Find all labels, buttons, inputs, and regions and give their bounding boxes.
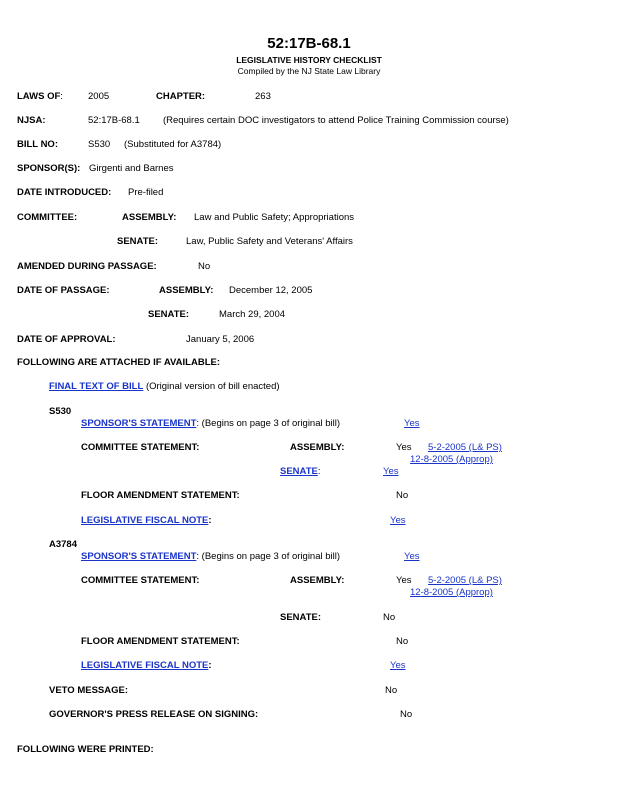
s530-fiscal-row — [81, 516, 212, 526]
s530-sponsor-statement-link[interactable]: SPONSOR'S STATEMENT — [81, 418, 197, 429]
s530-floor-amendment-label: FLOOR AMENDMENT STATEMENT: — [81, 490, 240, 501]
s530-fiscal-yes-link[interactable]: Yes — [390, 515, 406, 526]
a3784-fiscal-row — [81, 661, 212, 671]
a3784-sponsor-note: : (Begins on page 3 of original bill) — [196, 551, 341, 562]
s530-floor-amendment-value: No — [396, 490, 409, 501]
a3784-sponsor-row — [81, 552, 340, 562]
njsa-description: (Requires certain DOC investigators to attend Police Training Commission course) — [163, 115, 509, 126]
committee-assembly-label: ASSEMBLY: — [122, 212, 177, 223]
a3784-fiscal-colon: : — [208, 660, 212, 671]
press-release-value: No — [400, 709, 413, 720]
date-of-approval-label: DATE OF APPROVAL: — [17, 334, 116, 345]
final-text-note: (Original version of bill enacted) — [145, 381, 280, 392]
a3784-fiscal-note-link[interactable]: LEGISLATIVE FISCAL NOTE — [81, 660, 209, 671]
bill-no-value: S530 — [88, 139, 111, 150]
passage-assembly-value: December 12, 2005 — [229, 285, 313, 296]
njsa-value: 52:17B-68.1 — [88, 115, 140, 126]
amended-value: No — [198, 261, 211, 272]
s530-senate-link[interactable]: SENATE — [280, 466, 318, 477]
final-text-row — [49, 382, 280, 392]
a3784-assembly-value: Yes — [396, 575, 412, 586]
a3784-assembly-link-approp[interactable]: 12-8-2005 (Approp) — [410, 587, 493, 598]
attached-heading: FOLLOWING ARE ATTACHED IF AVAILABLE: — [17, 357, 220, 368]
s530-assembly-link-approp[interactable]: 12-8-2005 (Approp) — [410, 454, 493, 465]
s530-label: S530 — [49, 406, 72, 417]
laws-of-label: LAWS OF: — [17, 91, 63, 102]
date-introduced-label: DATE INTRODUCED: — [17, 187, 112, 198]
date-of-approval-value: January 5, 2006 — [186, 334, 255, 345]
chapter-label: CHAPTER: — [156, 91, 206, 102]
a3784-label: A3784 — [49, 539, 77, 550]
compiled-by: Compiled by the NJ State Law Library — [237, 66, 381, 76]
page-title: 52:17B-68.1 — [267, 35, 351, 52]
committee-assembly-value: Law and Public Safety; Appropriations — [194, 212, 355, 223]
printed-heading: FOLLOWING WERE PRINTED: — [17, 744, 154, 755]
s530-sponsor-note: : (Begins on page 3 of original bill) — [196, 418, 341, 429]
s530-sponsor-row — [81, 419, 340, 429]
s530-assembly-link-lps[interactable]: 5-2-2005 (L& PS) — [428, 442, 502, 453]
a3784-senate-value: No — [383, 612, 396, 623]
sponsors-label: SPONSOR(S): — [17, 163, 81, 174]
bill-no-note: (Substituted for A3784) — [124, 139, 222, 150]
passage-senate-label: SENATE: — [148, 309, 189, 320]
a3784-committee-statement-label: COMMITTEE STATEMENT: — [81, 575, 200, 586]
date-introduced-value: Pre-filed — [128, 187, 164, 198]
press-release-label: GOVERNOR'S PRESS RELEASE ON SIGNING: — [49, 709, 259, 720]
committee-senate-value: Law, Public Safety and Veterans' Affairs — [186, 236, 353, 247]
a3784-fiscal-yes-link[interactable]: Yes — [390, 660, 406, 671]
s530-assembly-label: ASSEMBLY: — [290, 442, 345, 453]
page-subtitle: LEGISLATIVE HISTORY CHECKLIST — [236, 55, 382, 65]
a3784-sponsor-yes-link[interactable]: Yes — [404, 551, 420, 562]
amended-label: AMENDED DURING PASSAGE: — [17, 261, 157, 272]
final-text-link[interactable]: FINAL TEXT OF BILL — [49, 381, 144, 392]
a3784-floor-amendment-value: No — [396, 636, 409, 647]
s530-senate-colon: : — [317, 466, 321, 477]
laws-of-value: 2005 — [88, 91, 110, 102]
veto-message-value: No — [385, 685, 398, 696]
a3784-sponsor-statement-link[interactable]: SPONSOR'S STATEMENT — [81, 551, 197, 562]
s530-fiscal-note-link[interactable]: LEGISLATIVE FISCAL NOTE — [81, 515, 209, 526]
laws-of-label-text: LAWS OF — [17, 91, 61, 102]
s530-fiscal-colon: : — [208, 515, 212, 526]
s530-sponsor-yes-link[interactable]: Yes — [404, 418, 420, 429]
committee-label: COMMITTEE: — [17, 212, 78, 223]
chapter-value: 263 — [255, 91, 271, 102]
a3784-assembly-link-lps[interactable]: 5-2-2005 (L& PS) — [428, 575, 502, 586]
njsa-label: NJSA: — [17, 115, 46, 126]
a3784-senate-label: SENATE: — [280, 612, 321, 623]
a3784-assembly-label: ASSEMBLY: — [290, 575, 345, 586]
s530-committee-statement-label: COMMITTEE STATEMENT: — [81, 442, 200, 453]
s530-senate-yes-link[interactable]: Yes — [383, 466, 399, 477]
s530-assembly-value: Yes — [396, 442, 412, 453]
date-of-passage-label: DATE OF PASSAGE: — [17, 285, 110, 296]
bill-no-label: BILL NO: — [17, 139, 58, 150]
s530-senate-row — [280, 467, 320, 477]
veto-message-label: VETO MESSAGE: — [49, 685, 129, 696]
committee-senate-label: SENATE: — [117, 236, 158, 247]
passage-assembly-label: ASSEMBLY: — [159, 285, 214, 296]
passage-senate-value: March 29, 2004 — [219, 309, 286, 320]
sponsors-value: Girgenti and Barnes — [89, 163, 174, 174]
a3784-floor-amendment-label: FLOOR AMENDMENT STATEMENT: — [81, 636, 240, 647]
